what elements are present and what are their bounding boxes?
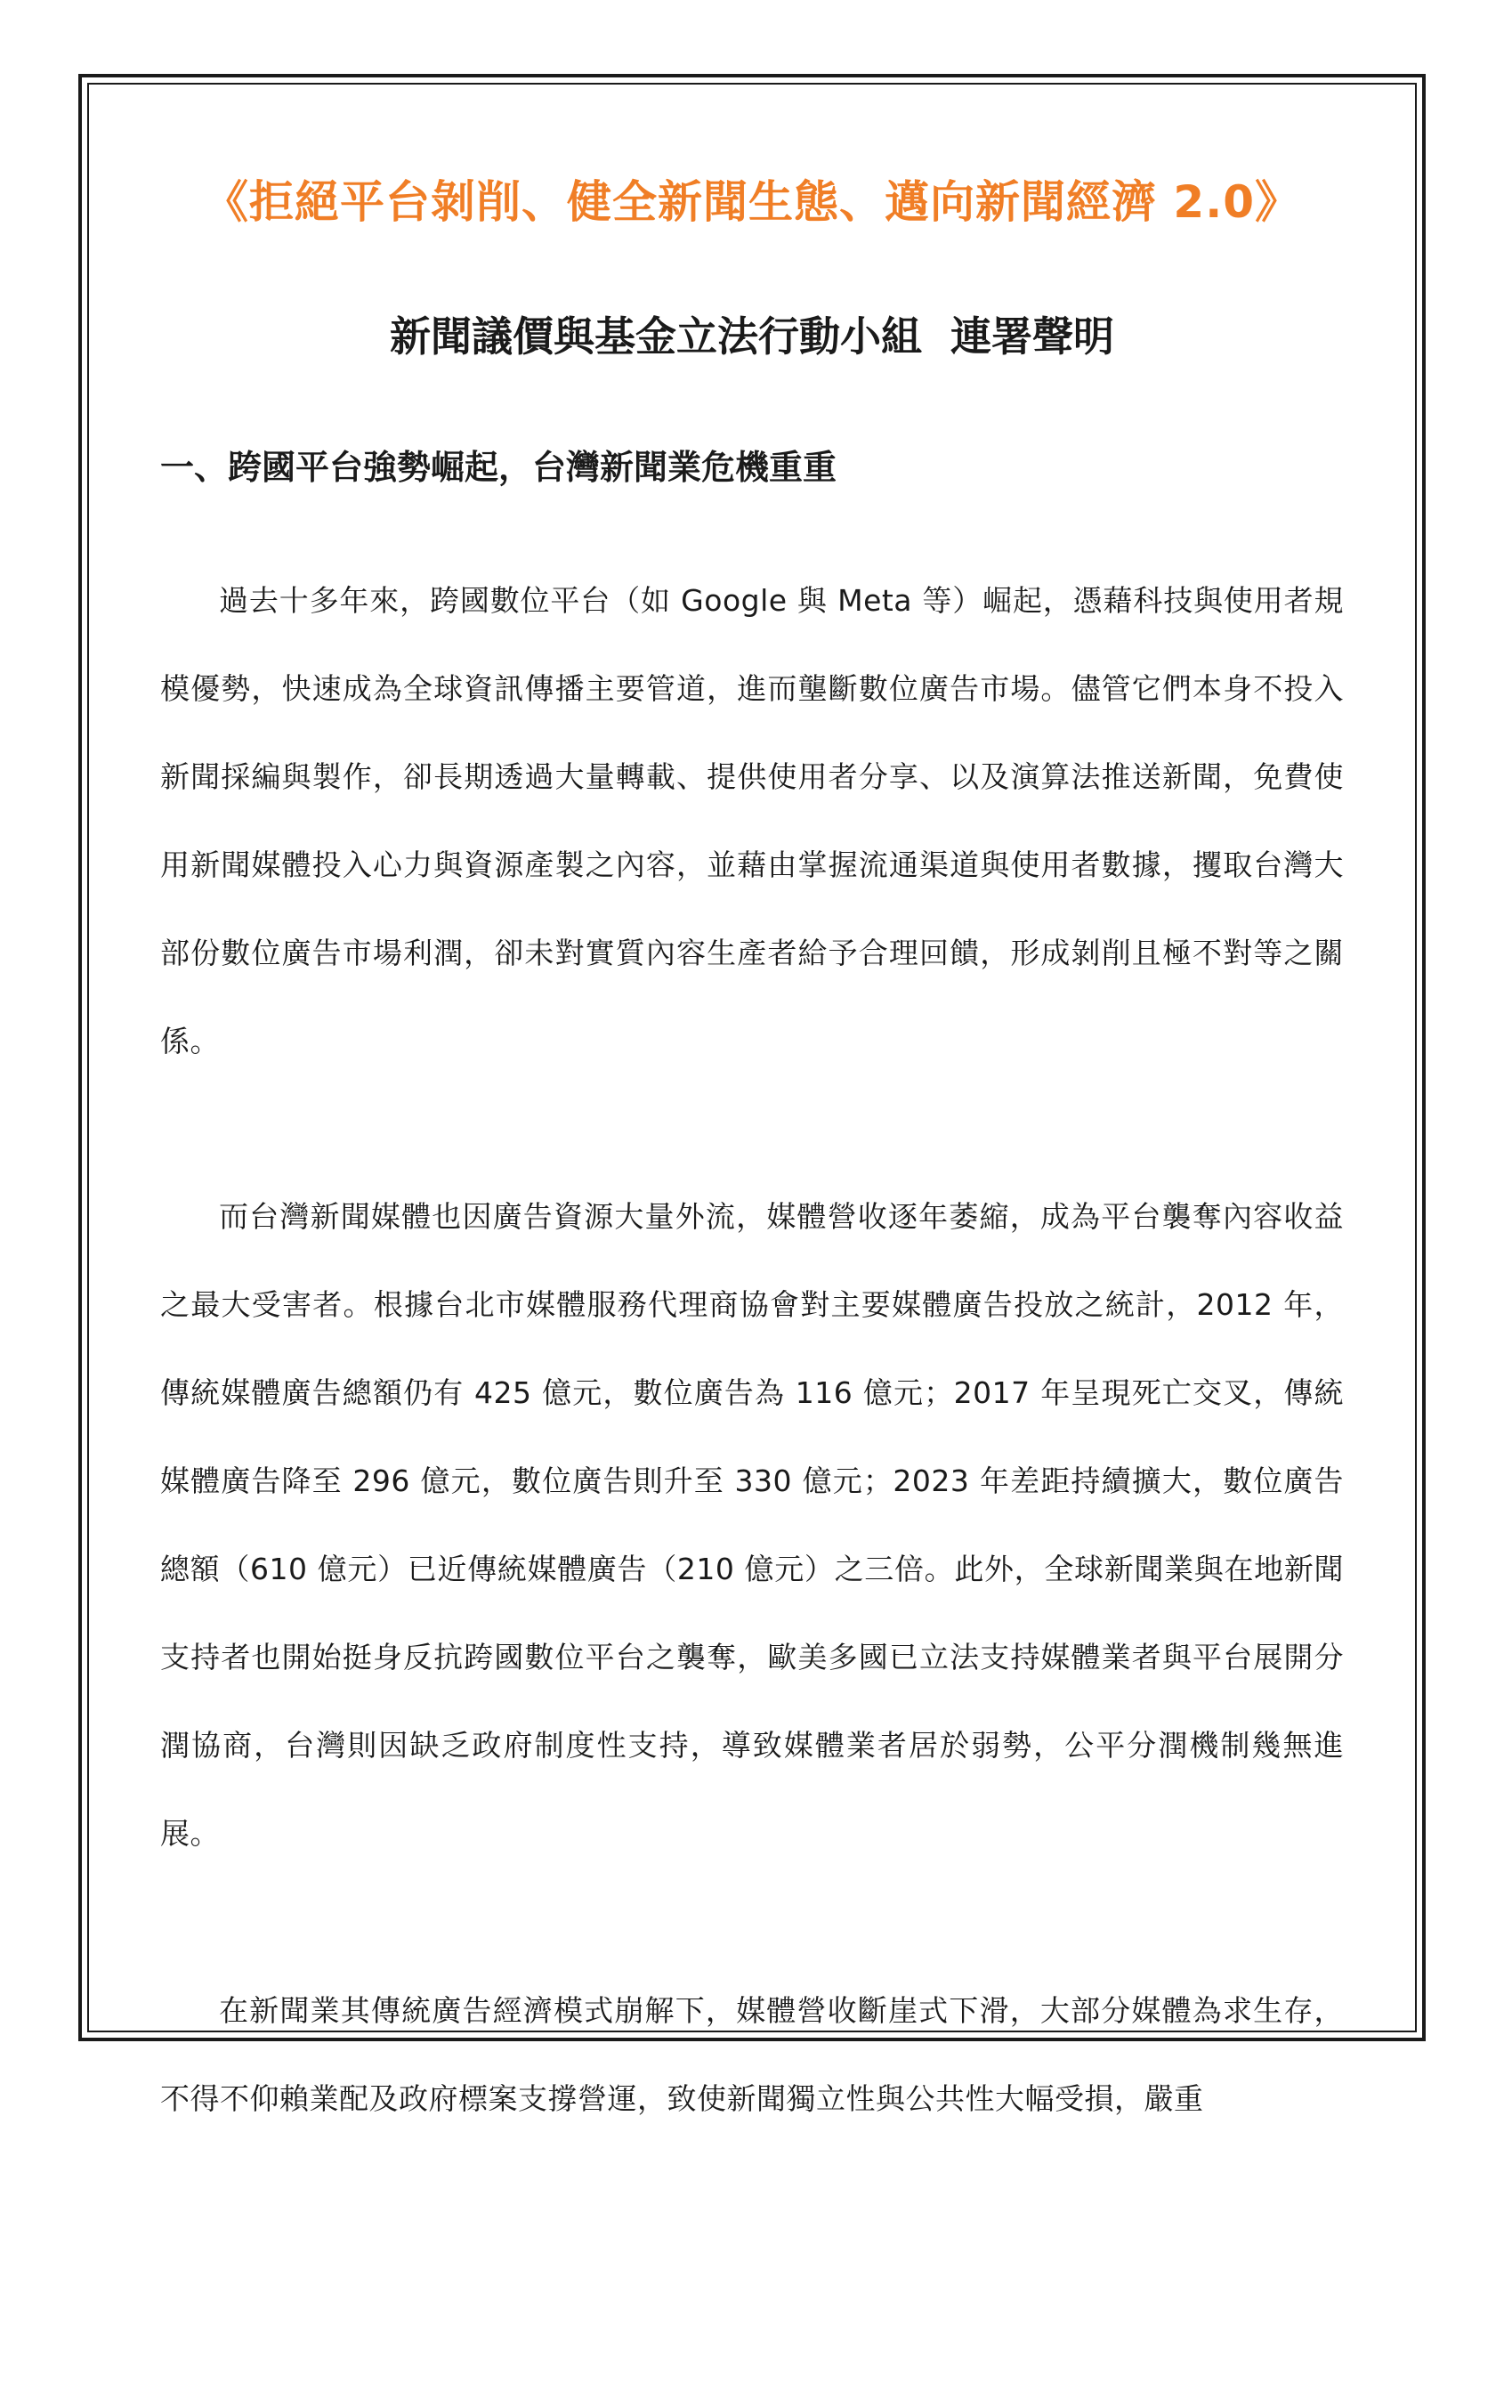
- paragraph: 在新聞業其傳統廣告經濟模式崩解下，媒體營收斷崖式下滑，大部分媒體為求生存，不得不仰賴業配及政府標案支撐營運，致使新聞獨立性與公共性大幅受損，嚴重: [160, 1993, 1344, 2116]
- sub-title: 新聞議價與基金立法行動小組 連署聲明: [389, 312, 1115, 361]
- paragraph-list: [160, 556, 1344, 2232]
- main-title: 《拒絕平台剝削、健全新聞生態、邁向新聞經濟 2.0》: [204, 176, 1300, 228]
- paragraph: 而台灣新聞媒體也因廣告資源大量外流，媒體營收逐年萎縮，成為平台襲奪內容收益之最大受害者。根據台北市媒體服務代理商協會對主要媒體廣告投放之統計，2012 年，傳統媒體廣告總額仍有 425 億元，數位廣告為 116 億元；2017 年呈現死亡交叉，傳統媒體廣告降至 296 億元，數位廣告則升至 330 億元；2023 年差距持續擴大，數位廣告總額（610 億元）已近傳統媒體廣告（210 億元）之三倍。此外，全球新聞業與在地新聞支持者也開始挺身反抗跨國數位平台之襲奪，歐美多國已立法支持媒體業者與平台展開分潤協商，台灣則因缺乏政府制度性支持，導致媒體業者居於弱勢，公平分潤機制幾無進展。: [160, 1199, 1344, 1851]
- section-heading: 一、跨國平台強勢崛起，台灣新聞業危機重重: [160, 448, 837, 487]
- paragraph: 過去十多年來，跨國數位平台（如 Google 與 Meta 等）崛起，憑藉科技與使用者規模優勢，快速成為全球資訊傳播主要管道，進而壟斷數位廣告市場。儘管它們本身不投入新聞採編與製作，卻長期透過大量轉載、提供使用者分享、以及演算法推送新聞，免費使用新聞媒體投入心力與資源產製之內容，並藉由掌握流通渠道與使用者數據，攫取台灣大部份數位廣告市場利潤，卻未對實質內容生產者給予合理回饋，形成剝削且極不對等之關係。: [160, 583, 1344, 1058]
